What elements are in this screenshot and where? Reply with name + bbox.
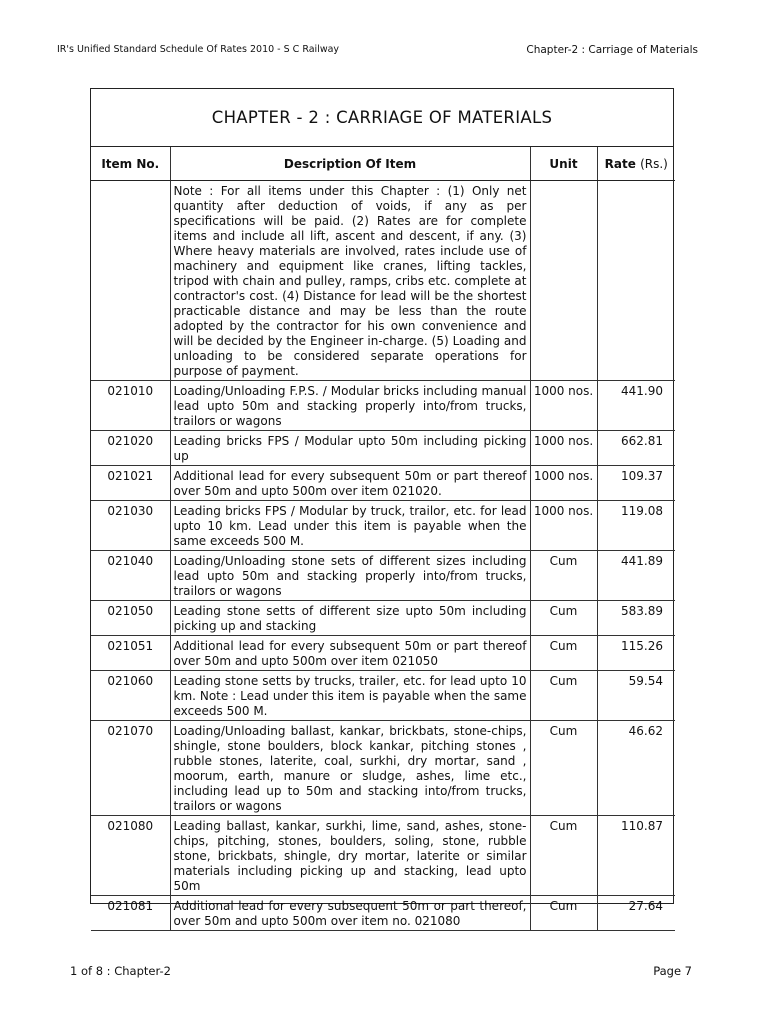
item-rate: 59.54 (597, 671, 675, 721)
item-unit: Cum (530, 816, 597, 896)
item-rate: 27.64 (597, 896, 675, 931)
rate-label: Rate (604, 156, 636, 171)
note-unit-cell (530, 181, 597, 381)
item-description: Loading/Unloading stone sets of different sizes including lead upto 50m and stacking properly into/from trucks, trailors or wagons (170, 551, 530, 601)
chapter-header: Chapter-2 : Carriage of Materials (526, 44, 698, 56)
rates-table (91, 147, 675, 931)
item-unit: Cum (530, 551, 597, 601)
item-unit: Cum (530, 671, 597, 721)
column-header-item: Item No. (91, 147, 170, 181)
item-number: 021021 (91, 466, 170, 501)
item-number: 021060 (91, 671, 170, 721)
item-description: Additional lead for every subsequent 50m or part thereof over 50m and upto 500m over item 021050 (170, 636, 530, 671)
column-header-rate (597, 147, 675, 181)
item-rate: 110.87 (597, 816, 675, 896)
page-number: Page 7 (653, 964, 692, 978)
item-number: 021020 (91, 431, 170, 466)
note-item-cell (91, 181, 170, 381)
table-row (91, 636, 675, 671)
item-number: 021070 (91, 721, 170, 816)
table-row (91, 466, 675, 501)
item-description: Leading ballast, kankar, surkhi, lime, sand, ashes, stone-chips, pitching, stones, boulders, soling, stone, rubble stone, brickbats, shingle, dry mortar, laterite or similar materials including picking up and stacking, lead upto 50m (170, 816, 530, 896)
item-rate: 583.89 (597, 601, 675, 636)
item-description: Leading bricks FPS / Modular upto 50m including picking up (170, 431, 530, 466)
item-number: 021051 (91, 636, 170, 671)
item-description: Leading stone setts by trucks, trailer, etc. for lead upto 10 km. Note : Lead under this item is payable when the same exceeds 500 M. (170, 671, 530, 721)
table-row (91, 671, 675, 721)
item-rate: 119.08 (597, 501, 675, 551)
table-row (91, 721, 675, 816)
item-number: 021010 (91, 381, 170, 431)
item-rate: 441.89 (597, 551, 675, 601)
table-row (91, 431, 675, 466)
table-header-row (91, 147, 675, 181)
item-number: 021050 (91, 601, 170, 636)
table-row (91, 816, 675, 896)
item-rate: 109.37 (597, 466, 675, 501)
chapter-note: Note : For all items under this Chapter : (1) Only net quantity after deduction of voids, if any as per specifications will be paid. (2) Rates are for complete items and include all lift, ascent and descent, if any. (3) Where heavy materials are involved, rates include use of machinery and equipment like cranes, lifting tackles, tripod with chain and pulley, ramps, cribs etc. complete at contractor's cost. (4) Distance for lead will be the shortest practicable distance and may be less than the route adopted by the contractor for his own convenience and will be decided by the Engineer in-charge. (5) Loading and unloading to be considered separate operations for purpose of payment. (170, 181, 530, 381)
table-row (91, 551, 675, 601)
rate-schedule-frame (90, 88, 674, 928)
item-description: Additional lead for every subsequent 50m or part thereof, over 50m and upto 500m over item no. 021080 (170, 896, 530, 931)
item-rate: 441.90 (597, 381, 675, 431)
item-unit: Cum (530, 601, 597, 636)
table-row (91, 501, 675, 551)
item-unit: 1000 nos. (530, 466, 597, 501)
chapter-title: CHAPTER - 2 : CARRIAGE OF MATERIALS (91, 89, 673, 147)
note-rate-cell (597, 181, 675, 381)
item-rate: 46.62 (597, 721, 675, 816)
item-unit: 1000 nos. (530, 431, 597, 466)
table-row (91, 601, 675, 636)
item-unit: 1000 nos. (530, 501, 597, 551)
item-description: Leading bricks FPS / Modular by truck, trailor, etc. for lead upto 10 km. Lead under this item is payable when the same exceeds 500 M. (170, 501, 530, 551)
item-unit: 1000 nos. (530, 381, 597, 431)
rate-currency: (Rs.) (640, 156, 668, 171)
item-number: 021080 (91, 816, 170, 896)
column-header-description: Description Of Item (170, 147, 530, 181)
item-rate: 115.26 (597, 636, 675, 671)
item-description: Loading/Unloading ballast, kankar, brickbats, stone-chips, shingle, stone boulders, block kankar, pitching stones , rubble stones, laterite, coal, surkhi, dry mortar, sand , moorum, earth, manure or sludge, ashes, lime etc., including lead up to 50m and stacking into/from trucks, trailors or wagons (170, 721, 530, 816)
item-rate: 662.81 (597, 431, 675, 466)
item-description: Loading/Unloading F.P.S. / Modular bricks including manual lead upto 50m and stacking properly into/from trucks, trailors or wagons (170, 381, 530, 431)
item-unit: Cum (530, 721, 597, 816)
page-count: 1 of 8 : Chapter-2 (70, 964, 171, 978)
item-number: 021040 (91, 551, 170, 601)
note-row (91, 181, 675, 381)
table-row (91, 381, 675, 431)
item-description: Leading stone setts of different size upto 50m including picking up and stacking (170, 601, 530, 636)
item-description: Additional lead for every subsequent 50m or part thereof over 50m and upto 500m over item 021020. (170, 466, 530, 501)
item-number: 021081 (91, 896, 170, 931)
column-header-unit: Unit (530, 147, 597, 181)
item-unit: Cum (530, 636, 597, 671)
item-unit: Cum (530, 896, 597, 931)
item-number: 021030 (91, 501, 170, 551)
table-row (91, 896, 675, 931)
document-header-title: IR's Unified Standard Schedule Of Rates 2010 - S C Railway (57, 44, 340, 55)
